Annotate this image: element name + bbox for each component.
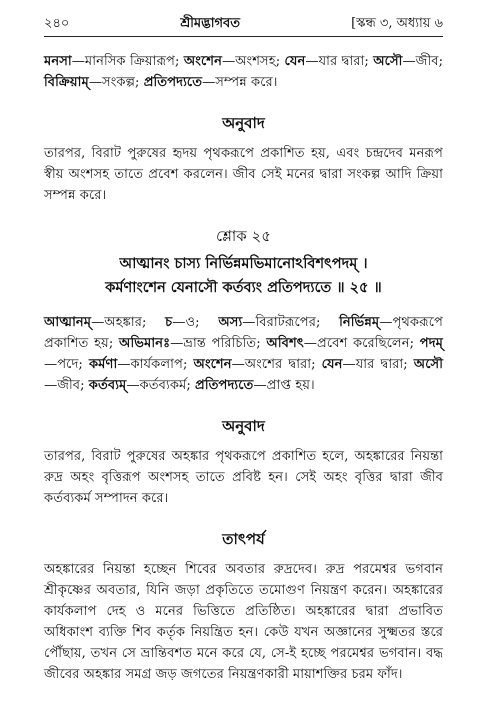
- verse-line-2: কর্মণাংশেন যেনাসৌ কর্তব্যং প্রতিপদ্যতে ॥ ২৫ ॥: [105, 279, 382, 296]
- synonym-meaning: কার্যকলাপ: [130, 357, 183, 372]
- translation-heading-1: অনুবাদ: [222, 114, 265, 132]
- synonym-term: যেন: [284, 54, 306, 69]
- synonym-meaning: জীব: [415, 54, 439, 69]
- synonym-term: পদম্: [419, 336, 443, 351]
- page-number: ২৪০: [44, 16, 70, 31]
- synonym-meaning: প্রাপ্ত হয়।: [266, 378, 315, 393]
- synonym-term: নির্ভিন্নম্: [339, 315, 380, 330]
- synonym-term: যেন: [321, 357, 343, 372]
- synonyms-paragraph-top: মনসা—মানসিক ক্রিয়ারূপ; অংশেন—অংশসহ; যেন—যার দ্বারা; অসৌ—জীব; বিক্রিয়াম্—সংকল্প; প্রতিপদ্যতে—সম্পন্ন করে।: [44, 54, 444, 90]
- synonym-term: অস্য: [218, 315, 243, 330]
- chapter-reference: [স্কন্ধ ৩, অধ্যায় ৬: [351, 16, 443, 31]
- synonym-term: অসৌ: [373, 54, 403, 69]
- synonym-meaning: সম্পন্ন করে।: [215, 75, 278, 90]
- synonym-term: অংশেন: [183, 54, 222, 69]
- verse-line-1: আত্মানং চাস্য নির্ভিন্নমভিমানোঽবিশৎপদম্ ।: [119, 255, 368, 272]
- translation-text-2: তারপর, বিরাট পুরুষের অহঙ্কার পৃথকরূপে প্রকাশিত হলে, অহঙ্কারের নিয়ন্তা রুদ্র অহং বৃত্তিরূপ অংশসহ তাতে প্রবিষ্ট হন। সেই অহং বৃত্তির দ্বারা জীব কর্তব্যকর্ম সম্পাদন করে।: [44, 449, 443, 506]
- book-title: শ্রীমদ্ভাগবত: [180, 16, 240, 31]
- synonym-meaning: কর্তব্যকর্ম: [139, 378, 187, 393]
- synonym-meaning: অংশের দ্বারা: [244, 357, 312, 372]
- synonym-term: অংশেন: [193, 357, 232, 372]
- synonym-term: প্রতিপদ্যতে: [143, 75, 203, 90]
- purport-text: অহঙ্কারের নিয়ন্তা হচ্ছেন শিবের অবতার রুদ্রদেব। রুদ্র পরমেশ্বর ভগবান শ্রীকৃষ্ণের অবতার, যিনি জড়া প্রকৃতিতে তমোগুণ নিয়ন্ত্রণ করেন। অহঙ্কারের কার্যকলাপ দেহ ও মনের ভিত্তিতে প্রতিষ্ঠিত। অহঙ্কারের দ্বারা প্রভাবিত অধিকাংশ ব্যক্তি শিব কর্তৃক নিয়ন্ত্রিত হন। কেউ যখন অজ্ঞানের সুক্ষ্মতর স্তরে পৌঁছায়, তখন সে ভ্রান্তিবশত মনে করে যে, সে-ই হচ্ছে পরমেশ্বর ভগবান। বদ্ধ জীবের অহঙ্কার সমগ্র জড় জগতের নিয়ন্ত্রণকারী মায়াশক্তির চরম ফাঁদ।: [44, 562, 443, 682]
- synonym-meaning: যার দ্বারা: [318, 54, 365, 69]
- synonym-meaning: পদে: [57, 357, 79, 372]
- synonym-term: আত্মানম্: [44, 315, 92, 330]
- synonym-meaning: যার দ্বারা: [355, 357, 404, 372]
- synonym-term: অভিমানঃ: [119, 336, 171, 351]
- synonym-meaning: অহঙ্কার: [104, 315, 142, 330]
- translation-heading-2: অনুবাদ: [222, 417, 265, 435]
- synonym-term: মনসা: [44, 54, 72, 69]
- spacer: [44, 300, 443, 312]
- synonym-meaning: অংশসহ: [235, 54, 276, 69]
- synonym-term: চ: [165, 315, 173, 330]
- synonym-term: অবিশৎ: [266, 336, 304, 351]
- synonym-meaning: জীব: [57, 378, 81, 393]
- synonym-term: প্রতিপদ্যতে: [195, 378, 254, 393]
- purport-heading: তাৎপর্য: [222, 530, 265, 548]
- synonym-meaning: বিরাটরূপের: [255, 315, 316, 330]
- synonym-meaning: মানসিক ক্রিয়ারূপ: [84, 54, 176, 69]
- synonym-term: কর্তব্যম্: [88, 378, 127, 393]
- synonym-meaning: ও: [185, 315, 196, 330]
- synonym-term: অসৌ: [413, 357, 443, 372]
- verse-number: শ্লোক ২৫: [216, 227, 271, 245]
- synonyms-paragraph-verse: আত্মানম্—অহঙ্কার; চ—ও; অস্য—বিরাটরূপের; নির্ভিন্নম্—পৃথকরূপে প্রকাশিত হয়; অভিমানঃ—ভ্রান্ত পরিচিতি; অবিশৎ—প্রবেশ করেছিলেন; পদম্—পদে; কর্মণা—কার্যকলাপ; অংশেন—অংশের দ্বারা; যেন—যার দ্বারা; অসৌ—জীব; কর্তব্যম্—কর্তব্যকর্ম; প্রতিপদ্যতে—প্রাপ্ত হয়।: [44, 315, 444, 393]
- synonym-term: কর্মণা: [88, 357, 118, 372]
- page-header: [44, 14, 443, 37]
- synonym-meaning: প্রবেশ করেছিলেন: [316, 336, 410, 351]
- synonym-meaning: ভ্রান্ত পরিচিতি: [183, 336, 257, 351]
- synonym-term: বিক্রিয়াম্: [44, 75, 89, 90]
- synonym-meaning: সংকল্প: [102, 75, 136, 90]
- synonym-meaning: পৃথকরূপে প্রকাশিত হয়: [44, 315, 444, 351]
- translation-text-1: তারপর, বিরাট পুরুষের হৃদয় পৃথকরূপে প্রকাশিত হয়, এবং চন্দ্রদেব মনরূপ স্বীয় অংশসহ তাতে প্রবেশ করলেন। জীব সেই মনের দ্বারা সংকল্প আদি ক্রিয়া সম্পন্ন করে।: [44, 146, 443, 203]
